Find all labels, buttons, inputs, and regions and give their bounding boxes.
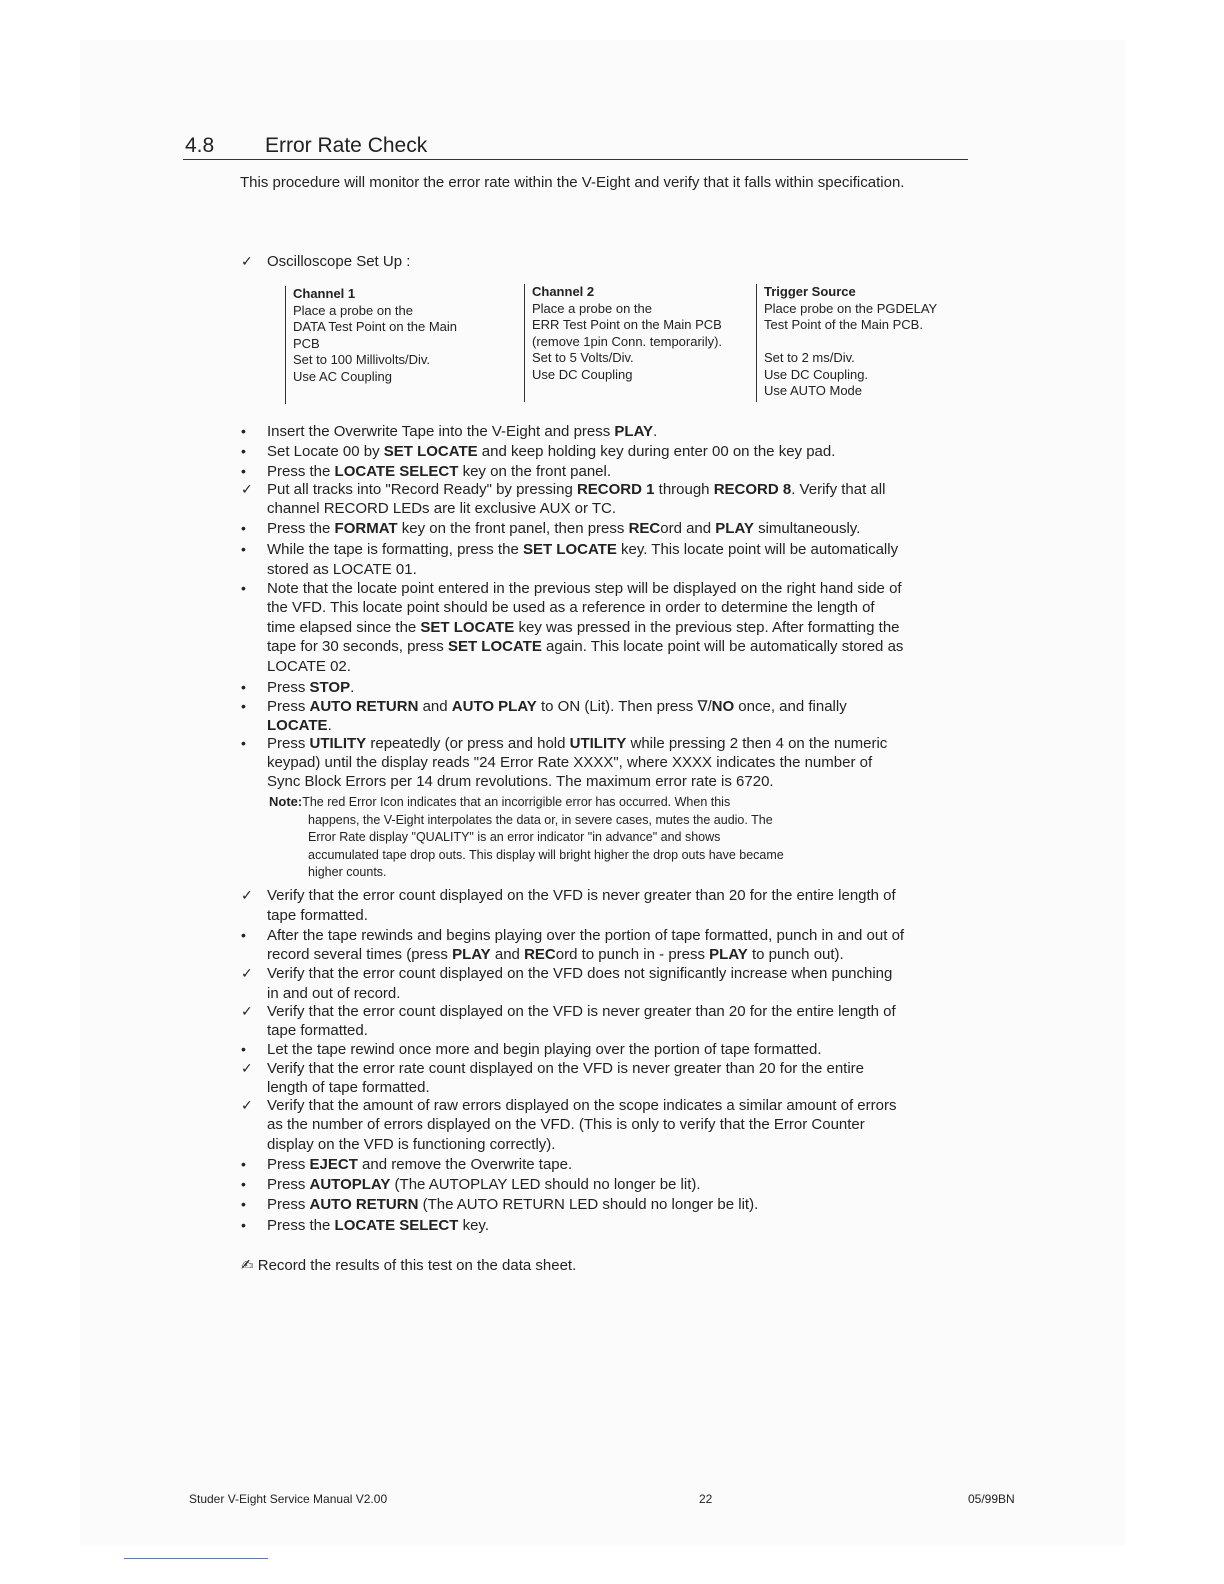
step-text: Verify that the error count displayed on the VFD does not significantly increase when punching	[267, 965, 893, 982]
column-header: Trigger Source	[764, 284, 856, 299]
key-name: STOP	[309, 679, 351, 696]
key-name: NO	[711, 698, 735, 715]
column-line: ERR Test Point on the Main PCB	[532, 317, 722, 332]
step-text: Verify that the error count displayed on the VFD is never greater than 20 for the entire length of	[267, 887, 896, 904]
check-icon: ✓	[241, 965, 253, 981]
step-text: keypad) until the display reads "24 Error Rate XXXX", where XXXX indicates the number of	[267, 754, 873, 771]
step-text: Press AUTO RETURN (The AUTO RETURN LED should no longer be lit).	[267, 1196, 759, 1213]
key-name: REC	[524, 946, 556, 963]
column-line: Place a probe on the	[293, 302, 413, 318]
column-line: Use DC Coupling	[532, 366, 633, 382]
bullet-icon: •	[241, 443, 246, 459]
step-text: length of tape formatted.	[267, 1079, 430, 1096]
step-text: time elapsed since the SET LOCATE key was pressed in the previous step. After formatting the	[267, 619, 900, 636]
column-header: Channel 1	[293, 286, 356, 301]
column-line: DATA Test Point on the Main	[293, 319, 458, 334]
bullet-icon: •	[241, 698, 246, 714]
bullet-icon: •	[241, 423, 246, 439]
key-name: RECORD 8	[713, 481, 792, 498]
key-name: LOCATE SELECT	[334, 1217, 459, 1234]
check-icon: ✓	[241, 1097, 253, 1113]
step-text: as the number of errors displayed on the VFD. (This is only to verify that the Error Counter	[267, 1116, 865, 1133]
footer-manual-title: Studer V-Eight Service Manual V2.00	[189, 1492, 388, 1506]
section-number: 4.8	[185, 134, 215, 157]
column-line: Set to 5 Volts/Div.	[532, 350, 634, 365]
step-text: LOCATE 02.	[267, 658, 351, 675]
note-line: Error Rate display "QUALITY" is an error indicator "in advance" and shows	[308, 830, 721, 844]
column-line: Use DC Coupling.	[764, 366, 869, 382]
bullet-icon: •	[241, 580, 246, 596]
note-line: Note:The red Error Icon indicates that an incorrigible error has occurred. When this	[269, 794, 731, 809]
step-text: After the tape rewinds and begins playing over the portion of tape formatted, punch in and out of	[267, 927, 905, 944]
step-text: tape formatted.	[267, 907, 368, 924]
step-text: Press the LOCATE SELECT key on the front panel.	[267, 463, 612, 480]
step-text: record several times (press PLAY and RECord to punch in - press PLAY to punch out).	[267, 946, 844, 963]
column-line: Test Point of the Main PCB.	[764, 317, 923, 332]
key-name: SET LOCATE	[383, 443, 478, 460]
column-header: Channel 2	[532, 284, 595, 299]
step-text: Set Locate 00 by SET LOCATE and keep holding key during enter 00 on the key pad.	[267, 443, 836, 460]
step-text: Verify that the error rate count displayed on the VFD is never greater than 20 for the entire	[267, 1060, 864, 1077]
bottom-rule	[124, 1558, 268, 1559]
key-name: UTILITY	[569, 735, 627, 752]
record-results-text: Record the results of this test on the data sheet.	[257, 1257, 577, 1274]
bullet-icon: •	[241, 735, 246, 751]
column-line: Place probe on the PGDELAY	[764, 300, 938, 316]
step-text: While the tape is formatting, press the SET LOCATE key. This locate point will be automatically	[267, 541, 899, 558]
key-name: PLAY	[452, 946, 491, 963]
bullet-icon: •	[241, 463, 246, 479]
step-text: Verify that the amount of raw errors displayed on the scope indicates a similar amount of errors	[267, 1097, 897, 1114]
step-text: Press STOP.	[267, 679, 355, 696]
bullet-icon: •	[241, 1176, 246, 1192]
bullet-icon: •	[241, 927, 246, 943]
note-label: Note:	[269, 794, 303, 809]
column-line: Set to 100 Millivolts/Div.	[293, 352, 431, 367]
key-name: AUTO PLAY	[451, 698, 537, 715]
key-name: LOCATE SELECT	[334, 463, 459, 480]
footer-page-number: 22	[699, 1492, 713, 1506]
column-line: Use AUTO Mode	[764, 383, 863, 398]
record-results-line	[241, 1256, 576, 1274]
note-line: accumulated tape drop outs. This display will bright higher the drop outs have became	[308, 847, 784, 862]
step-text: Sync Block Errors per 14 drum revolutions. The maximum error rate is 6720.	[267, 773, 774, 790]
step-text: Put all tracks into "Record Ready" by pressing RECORD 1 through RECORD 8. Verify that all	[267, 481, 886, 498]
step-text: Press AUTOPLAY (The AUTOPLAY LED should no longer be lit).	[267, 1176, 701, 1193]
bullet-icon: •	[241, 1156, 246, 1172]
key-name: UTILITY	[309, 735, 367, 752]
step-text: in and out of record.	[267, 985, 401, 1002]
column-line: Set to 2 ms/Div.	[764, 350, 855, 365]
step-text: Press EJECT and remove the Overwrite tape.	[267, 1156, 573, 1173]
step-text: tape formatted.	[267, 1022, 368, 1039]
column-line: (remove 1pin Conn. temporarily).	[532, 333, 723, 349]
bullet-icon: •	[241, 1041, 246, 1057]
step-text: LOCATE.	[267, 717, 332, 734]
bullet-icon: •	[241, 541, 246, 557]
step-text: Press AUTO RETURN and AUTO PLAY to ON (Lit). Then press ∇/NO once, and finally	[267, 698, 847, 715]
bullet-icon: •	[241, 679, 246, 695]
section-heading	[185, 134, 968, 162]
key-name: PLAY	[709, 946, 748, 963]
bullet-icon: •	[241, 520, 246, 536]
note-line: higher counts.	[308, 865, 387, 879]
key-name: AUTO RETURN	[309, 698, 419, 715]
column-line	[764, 334, 937, 351]
note-line: happens, the V-Eight interpolates the data or, in severe cases, mutes the audio. The	[308, 812, 773, 827]
step-text: the VFD. This locate point should be used as a reference in order to determine the length of	[267, 599, 875, 616]
check-icon: ✓	[241, 253, 253, 269]
check-icon: ✓	[241, 481, 253, 497]
setup-label: Oscilloscope Set Up :	[267, 253, 411, 270]
key-name: SET LOCATE	[522, 541, 617, 558]
writing-hand-icon: ✍	[241, 1257, 254, 1274]
check-icon: ✓	[241, 887, 253, 903]
section-title: Error Rate Check	[265, 134, 428, 157]
key-name: PLAY	[715, 520, 754, 537]
step-text: display on the VFD is functioning correctly).	[267, 1136, 556, 1153]
key-name: SET LOCATE	[420, 619, 515, 636]
intro-paragraph: This procedure will monitor the error rate within the V-Eight and verify that it falls within specification.	[240, 174, 905, 191]
step-text: Press the LOCATE SELECT key.	[267, 1217, 489, 1234]
key-name: LOCATE	[267, 717, 328, 734]
step-text: Verify that the error count displayed on the VFD is never greater than 20 for the entire length of	[267, 1003, 896, 1020]
column-line: Use AC Coupling	[293, 368, 392, 384]
check-icon: ✓	[241, 1003, 253, 1019]
heading-divider	[183, 159, 968, 160]
step-text: Press UTILITY repeatedly (or press and hold UTILITY while pressing 2 then 4 on the numeric	[267, 735, 888, 752]
key-name: FORMAT	[334, 520, 398, 537]
key-name: AUTOPLAY	[309, 1176, 391, 1193]
channel-2-column	[524, 284, 722, 402]
trigger-source-column	[756, 284, 937, 402]
key-name: REC	[628, 520, 661, 537]
column-line: Place a probe on the	[532, 300, 652, 316]
bullet-icon: •	[241, 1196, 246, 1212]
step-text: Press the FORMAT key on the front panel, then press RECord and PLAY simultaneously.	[267, 520, 861, 537]
footer-date-code: 05/99BN	[968, 1492, 1015, 1506]
step-text: Let the tape rewind once more and begin playing over the portion of tape formatted.	[267, 1041, 822, 1058]
step-text: channel RECORD LEDs are lit exclusive AUX or TC.	[267, 500, 617, 517]
column-line: PCB	[293, 335, 320, 351]
note-block	[269, 793, 784, 882]
bullet-icon: •	[241, 1217, 246, 1233]
step-text: tape for 30 seconds, press SET LOCATE again. This locate point will be automatically stored as	[267, 638, 904, 655]
channel-1-column	[285, 286, 457, 404]
key-name: EJECT	[309, 1156, 358, 1173]
key-name: AUTO RETURN	[309, 1196, 419, 1213]
check-icon: ✓	[241, 1060, 253, 1076]
step-text: Note that the locate point entered in the previous step will be displayed on the right hand side of	[267, 580, 902, 597]
key-name: RECORD 1	[576, 481, 655, 498]
key-name: SET LOCATE	[447, 638, 542, 655]
step-text: stored as LOCATE 01.	[267, 561, 417, 578]
key-name: PLAY	[614, 423, 654, 440]
step-text: Insert the Overwrite Tape into the V-Eight and press PLAY.	[267, 423, 658, 440]
